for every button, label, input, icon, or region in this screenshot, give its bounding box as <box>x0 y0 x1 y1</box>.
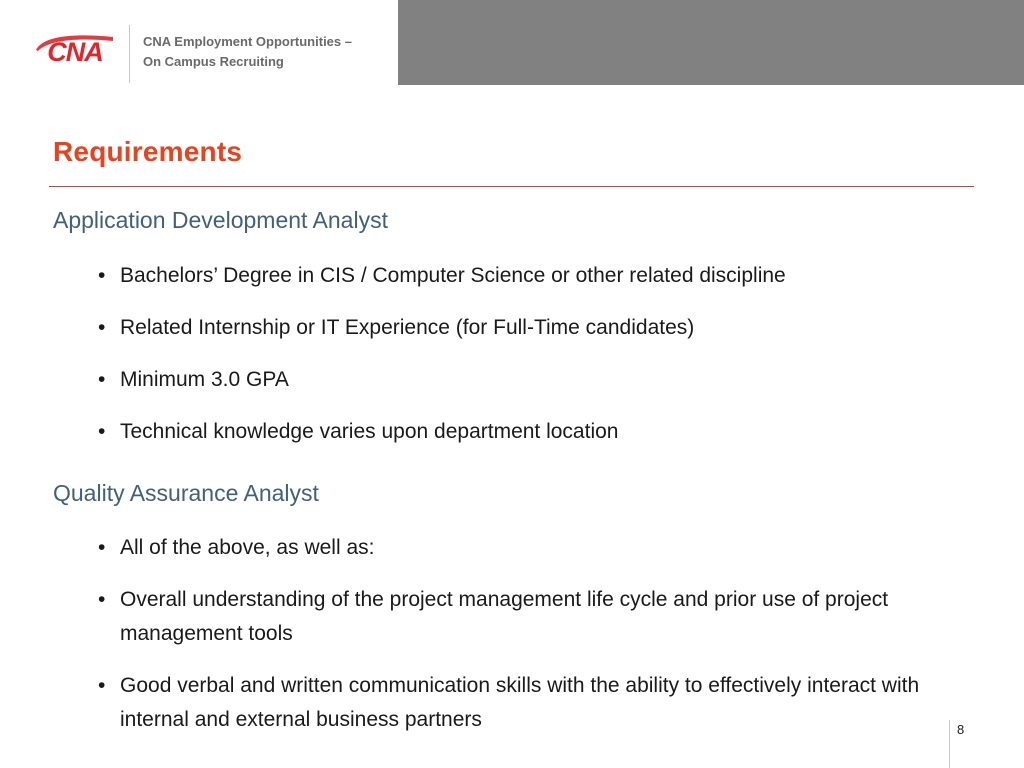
bullet-item <box>96 669 926 737</box>
bullet-item <box>96 311 966 345</box>
bullet-text: Minimum 3.0 GPA <box>120 368 289 391</box>
bullet-text: Bachelors’ Degree in CIS / Computer Science or other related discipline <box>120 264 786 287</box>
bullet-text: All of the above, as well as: <box>120 536 375 559</box>
bullet-text: Good verbal and written communication skills with the ability to effectively interact with internal and external business partners <box>120 674 920 731</box>
page-title: Requirements <box>53 136 243 167</box>
qa-bullet-list <box>96 531 926 737</box>
bullet-item <box>96 363 966 397</box>
bullet-text: Technical knowledge varies upon department location <box>120 420 619 443</box>
header-divider <box>129 25 130 83</box>
header-subtitle-line2: On Campus Recruiting <box>143 54 284 69</box>
bullet-dot: • <box>98 420 106 443</box>
svg-text:CNA: CNA <box>47 37 103 67</box>
bullet-dot: • <box>98 264 106 287</box>
section-heading-app-dev: Application Development Analyst <box>53 207 388 233</box>
bullet-dot: • <box>98 674 106 697</box>
bullet-item <box>96 415 966 449</box>
header-subtitle-line1: CNA Employment Opportunities – <box>143 34 352 49</box>
bullet-dot: • <box>98 368 106 391</box>
page-number: 8 <box>957 722 965 737</box>
bullet-item <box>96 583 926 651</box>
bullet-item <box>96 259 966 293</box>
cna-logo <box>33 30 117 70</box>
bullet-dot: • <box>98 536 106 559</box>
section-heading-qa: Quality Assurance Analyst <box>53 480 319 506</box>
page-number-divider <box>949 720 950 768</box>
header-gray-bar <box>398 0 1024 85</box>
header-subtitle <box>143 32 393 72</box>
title-underline <box>49 186 974 187</box>
bullet-text: Related Internship or IT Experience (for Full-Time candidates) <box>120 316 695 339</box>
app-dev-bullet-list <box>96 259 966 449</box>
bullet-text: Overall understanding of the project management life cycle and prior use of project management tools <box>120 588 889 645</box>
bullet-dot: • <box>98 316 106 339</box>
bullet-dot: • <box>98 588 106 611</box>
bullet-item <box>96 531 926 565</box>
